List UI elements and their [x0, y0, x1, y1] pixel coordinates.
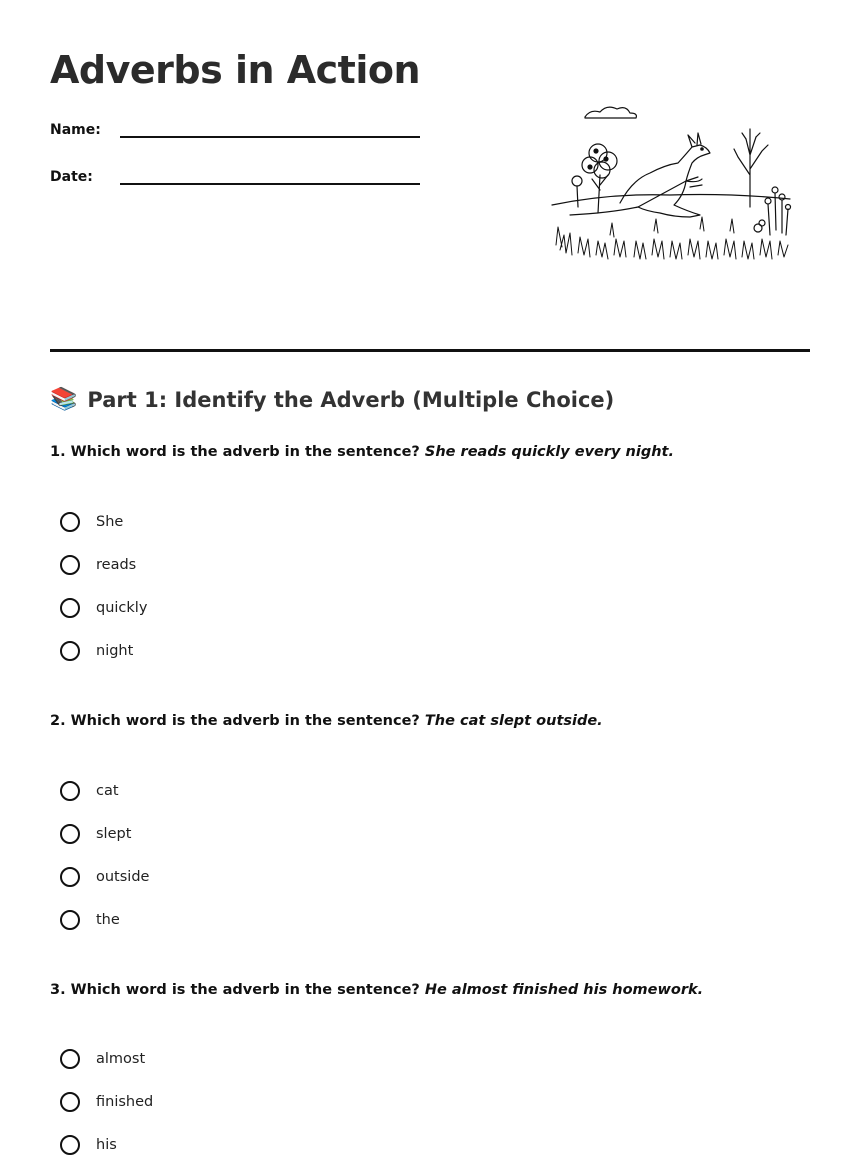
flowers-icon: [754, 187, 791, 235]
q3-option-1[interactable]: [60, 1047, 145, 1071]
date-field: [50, 169, 430, 199]
radio-button[interactable]: [60, 1135, 80, 1155]
option-label: quickly: [96, 600, 148, 616]
q1-option-4[interactable]: [60, 639, 133, 663]
question-3: [50, 982, 703, 998]
name-field: [50, 122, 430, 152]
radio-button[interactable]: [60, 867, 80, 887]
question-3-sentence: He almost finished his homework.: [424, 982, 704, 998]
q2-option-4[interactable]: [60, 908, 120, 932]
radio-button[interactable]: [60, 555, 80, 575]
q1-option-3[interactable]: [60, 596, 147, 620]
question-2: [50, 713, 603, 729]
radio-button[interactable]: [60, 781, 80, 801]
radio-button[interactable]: [60, 1049, 80, 1069]
question-3-prompt: 3. Which word is the adverb in the sentence?: [50, 982, 420, 998]
left-tree-icon: [572, 144, 617, 213]
question-2-prompt: 2. Which word is the adverb in the sentence?: [50, 713, 420, 729]
date-label: Date:: [50, 169, 93, 185]
part1-heading: [50, 388, 614, 412]
question-2-sentence: The cat slept outside.: [424, 713, 603, 729]
grass-icon: [556, 217, 788, 259]
option-label: the: [96, 912, 120, 928]
name-label: Name:: [50, 122, 101, 138]
worksheet-title: Adverbs in Action: [50, 48, 421, 92]
option-label: his: [96, 1137, 117, 1153]
option-label: outside: [96, 869, 150, 885]
date-line[interactable]: [120, 183, 420, 185]
option-label: She: [96, 514, 124, 530]
radio-button[interactable]: [60, 641, 80, 661]
q3-option-3[interactable]: [60, 1133, 117, 1157]
q2-option-2[interactable]: [60, 822, 131, 846]
radio-button[interactable]: [60, 824, 80, 844]
option-label: cat: [96, 783, 119, 799]
question-1-sentence: She reads quickly every night.: [424, 444, 674, 460]
q2-option-3[interactable]: [60, 865, 149, 889]
option-label: finished: [96, 1094, 154, 1110]
section-divider: [50, 349, 810, 352]
cloud-icon: [585, 107, 636, 118]
books-icon: 📚: [50, 387, 78, 412]
radio-button[interactable]: [60, 598, 80, 618]
name-line[interactable]: [120, 136, 420, 138]
question-1: [50, 444, 674, 460]
question-1-prompt: 1. Which word is the adverb in the sentence?: [50, 444, 420, 460]
kangaroo-icon: [570, 133, 710, 217]
q2-option-1[interactable]: [60, 779, 119, 803]
q3-option-2[interactable]: [60, 1090, 153, 1114]
part1-heading-text: Part 1: Identify the Adverb (Multiple Choice): [87, 388, 615, 412]
q1-option-1[interactable]: [60, 510, 123, 534]
radio-button[interactable]: [60, 910, 80, 930]
option-label: reads: [96, 557, 137, 573]
radio-button[interactable]: [60, 512, 80, 532]
option-label: almost: [96, 1051, 146, 1067]
kangaroo-landscape-illustration: [550, 95, 795, 275]
option-label: slept: [96, 826, 132, 842]
radio-button[interactable]: [60, 1092, 80, 1112]
q1-option-2[interactable]: [60, 553, 136, 577]
option-label: night: [96, 643, 134, 659]
